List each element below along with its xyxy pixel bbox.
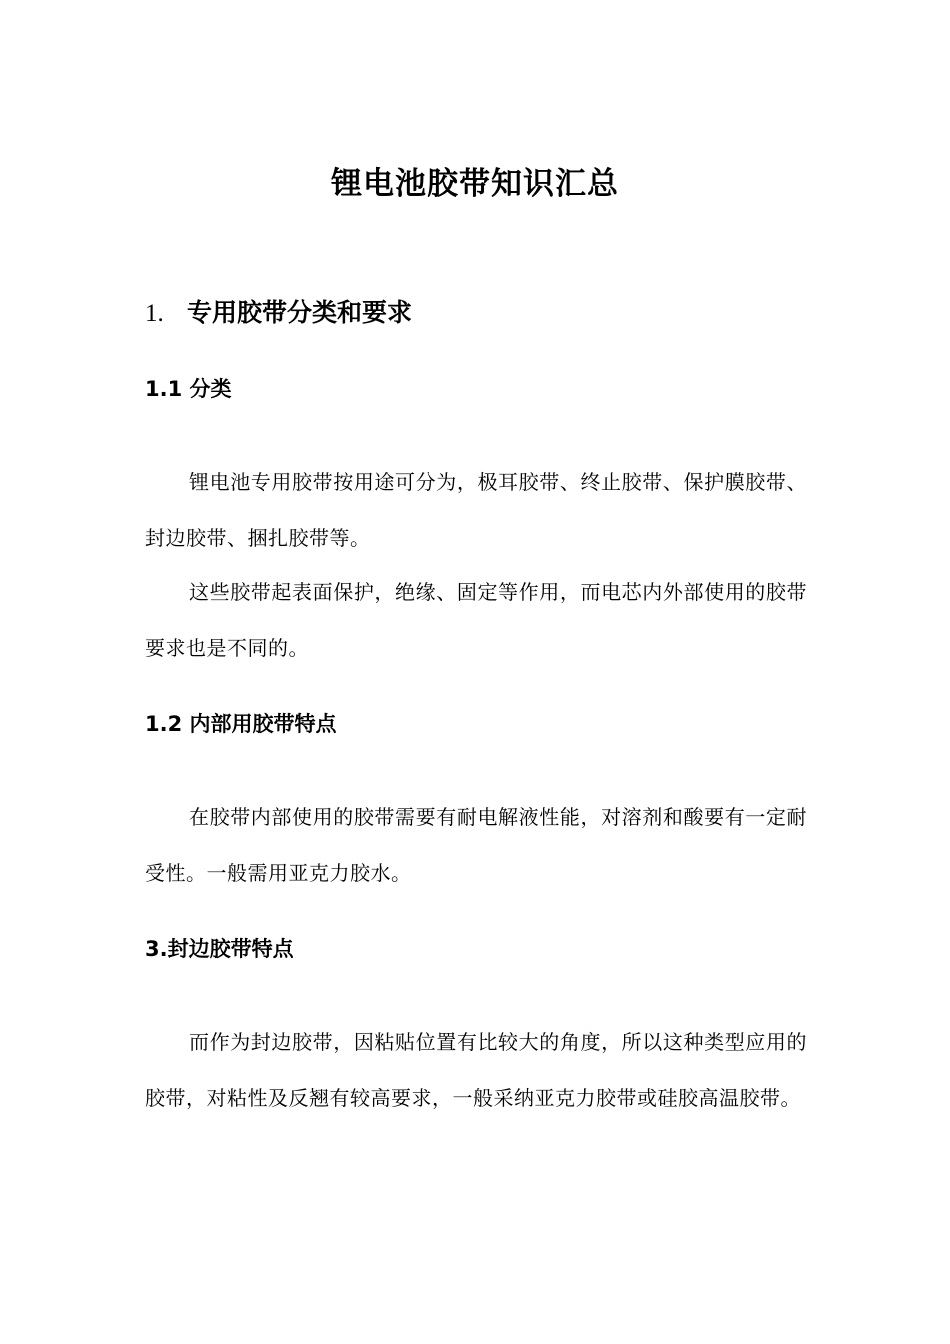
paragraph-1-1-b: 这些胶带起表面保护，绝缘、固定等作用，而电芯内外部使用的胶带要求也是不同的。: [145, 580, 807, 660]
section-title: 专用胶带分类和要求: [187, 298, 413, 327]
subsection-heading-3: 3.封边胶带特点: [145, 937, 294, 961]
paragraph-3: 而作为封边胶带，因粘贴位置有比较大的角度，所以这种类型应用的胶带，对粘性及反翘有较高要求，一般采纳亚克力胶带或硅胶高温胶带。: [145, 1030, 807, 1110]
paragraph-1-2: 在胶带内部使用的胶带需要有耐电解液性能，对溶剂和酸要有一定耐受性。一般需用亚克力胶水。: [145, 805, 807, 885]
paragraph-1-1-a: 锂电池专用胶带按用途可分为，极耳胶带、终止胶带、保护膜胶带、封边胶带、捆扎胶带等。: [145, 470, 807, 550]
subsection-heading-1-2: 1.2 内部用胶带特点: [145, 712, 337, 736]
section-heading-1: [145, 293, 412, 329]
subsection-heading-1-1: 1.1 分类: [145, 377, 232, 401]
section-number: 1.: [145, 300, 164, 327]
document-title: 锂电池胶带知识汇总: [331, 166, 619, 202]
